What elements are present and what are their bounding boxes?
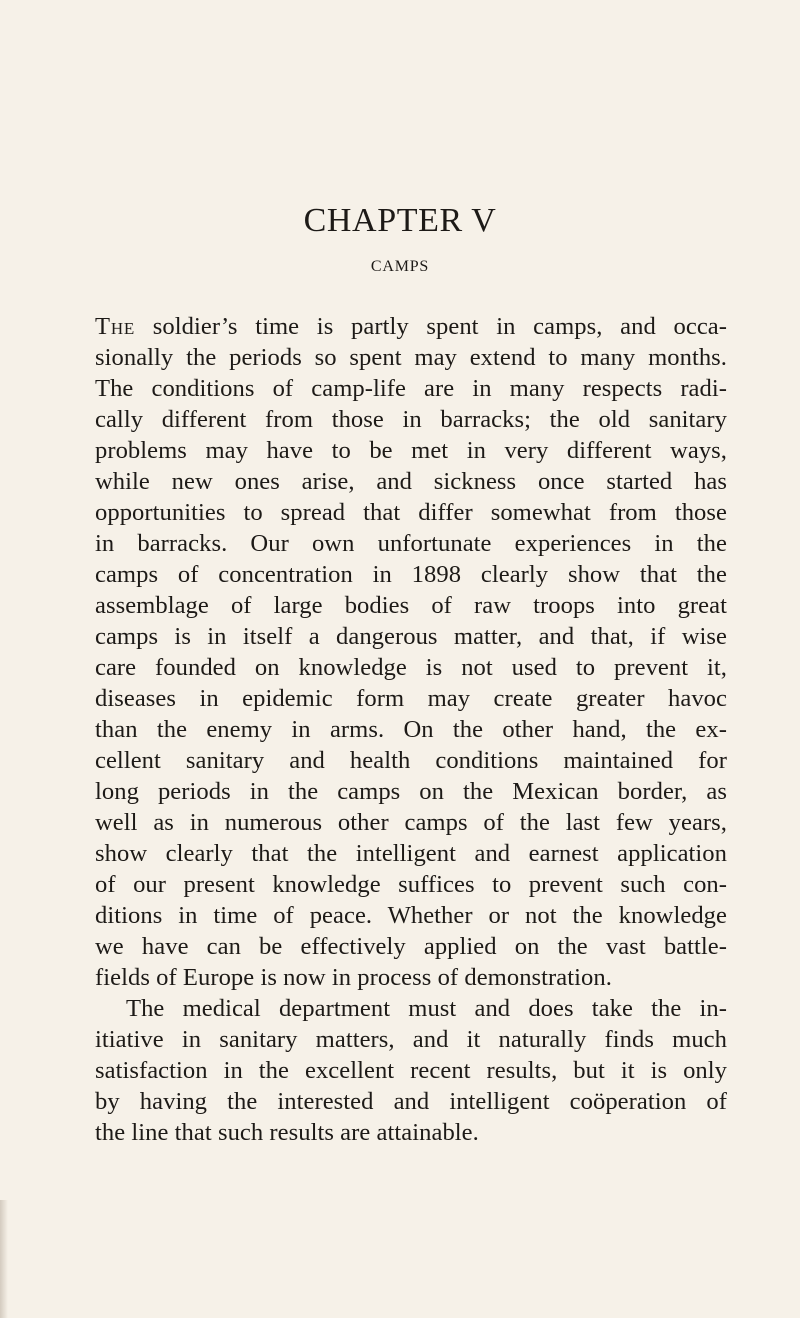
text-line: while new ones arise, and sickness once started has: [95, 468, 727, 495]
text-line: opportunities to spread that differ somewhat from those: [95, 499, 727, 526]
text-line: care founded on knowledge is not used to prevent it,: [95, 654, 727, 681]
text-line: The soldier’s time is partly spent in camps, and occa-: [95, 313, 727, 340]
chapter-heading: CHAPTER V: [303, 202, 497, 239]
chapter-subtitle: CAMPS: [370, 258, 430, 275]
text-line: show clearly that the intelligent and earnest application: [95, 840, 727, 867]
text-line: itiative in sanitary matters, and it naturally finds much: [95, 1026, 727, 1053]
text-line: of our present knowledge suffices to prevent such con-: [95, 871, 727, 898]
text-line: The medical department must and does take the in-: [126, 995, 727, 1022]
text-line: satisfaction in the excellent recent results, but it is only: [95, 1057, 727, 1084]
text-line: cellent sanitary and health conditions maintained for: [95, 747, 727, 774]
text-line: cally different from those in barracks; the old sanitary: [95, 406, 727, 433]
text-line: diseases in epidemic form may create greater havoc: [95, 685, 727, 712]
text-line: camps of concentration in 1898 clearly show that the: [95, 561, 727, 588]
text-line: in barracks. Our own unfortunate experiences in the: [95, 530, 727, 557]
text-line: fields of Europe is now in process of demonstration.: [95, 964, 612, 991]
text-line: than the enemy in arms. On the other hand, the ex-: [95, 716, 727, 743]
text-line: we have can be effectively applied on the vast battle-: [95, 933, 727, 960]
text-line: problems may have to be met in very different ways,: [95, 437, 727, 464]
text-line: The conditions of camp-life are in many respects radi-: [95, 375, 727, 402]
text-line: assemblage of large bodies of raw troops into great: [95, 592, 727, 619]
text-line: the line that such results are attainable.: [95, 1119, 479, 1146]
page-edge-shadow: [0, 1200, 8, 1318]
text-line: well as in numerous other camps of the last few years,: [95, 809, 727, 836]
text-line: camps is in itself a dangerous matter, and that, if wise: [95, 623, 727, 650]
opening-word: The: [95, 313, 136, 340]
text-line: ditions in time of peace. Whether or not the knowledge: [95, 902, 727, 929]
text-line: sionally the periods so spent may extend to many months.: [95, 344, 727, 371]
text-line: by having the interested and intelligent coöperation of: [95, 1088, 727, 1115]
text-line: long periods in the camps on the Mexican border, as: [95, 778, 727, 805]
